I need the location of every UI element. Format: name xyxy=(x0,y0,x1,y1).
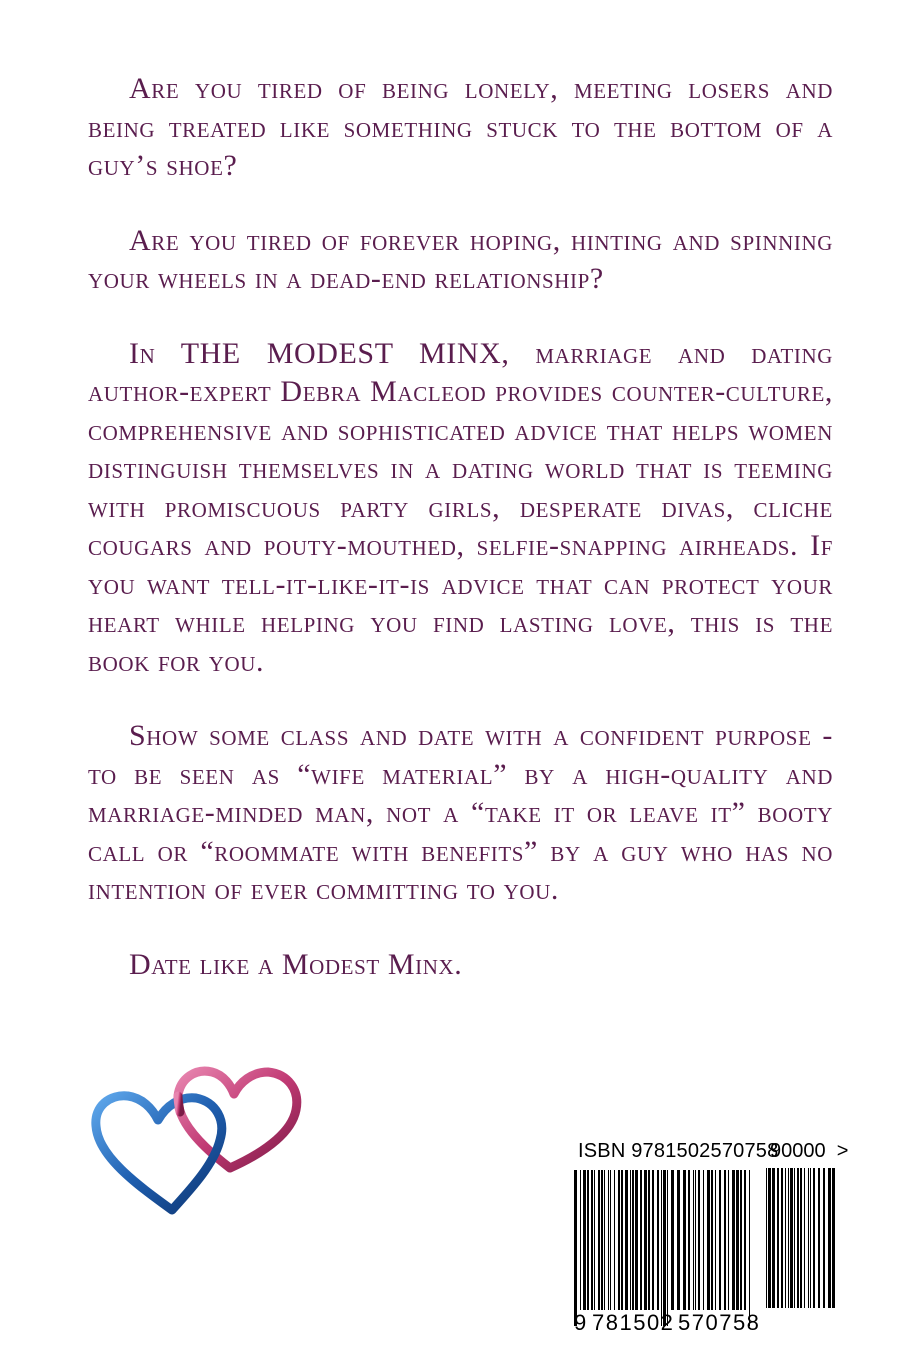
barcode-bar xyxy=(688,1170,690,1310)
barcode-bar xyxy=(621,1170,623,1310)
isbn-barcode xyxy=(574,1170,754,1326)
barcode-bar xyxy=(724,1170,726,1310)
blurb-paragraph-3: In THE MODEST MINX, marriage and dating author-expert Debra Macleod provides counter-culture, comprehensive and sophisticated advice that helps women distinguish themselves in a dating world that is teeming with promiscuous party girls, desperate divas, cliche cougars and pouty-mouthed, selfie-snapping airheads. If you want tell-it-like-it-is advice that can protect your heart while helping you find lasting love, this is the book for you. xyxy=(88,336,833,678)
barcode-bar xyxy=(818,1168,820,1308)
barcode-bar xyxy=(832,1168,835,1308)
barcode-bar xyxy=(632,1170,634,1310)
barcode-bar xyxy=(707,1170,710,1310)
barcode-bar xyxy=(744,1170,746,1310)
interlocking-hearts-icon xyxy=(80,1060,320,1230)
cover-blurb xyxy=(88,70,833,1020)
barcode-bar xyxy=(740,1170,742,1310)
barcode-bar xyxy=(630,1170,631,1310)
barcode-bar xyxy=(648,1170,650,1310)
barcode-bar xyxy=(715,1170,716,1310)
barcode-bar xyxy=(698,1170,700,1310)
barcode-bar xyxy=(683,1170,686,1310)
barcode-bar xyxy=(703,1170,704,1310)
barcode-bar xyxy=(618,1170,620,1310)
barcode-bar xyxy=(667,1170,668,1326)
barcode-bar xyxy=(736,1170,739,1310)
price-addon-barcode xyxy=(766,1168,836,1324)
barcode-bar xyxy=(583,1170,586,1310)
barcode-bar xyxy=(695,1170,696,1310)
barcode-bar xyxy=(797,1168,799,1308)
barcode-bar xyxy=(828,1168,831,1308)
barcode-bar xyxy=(614,1170,615,1310)
isbn-digit-group-1: 781502 xyxy=(592,1310,675,1335)
barcode-bar xyxy=(574,1170,577,1326)
barcode-bar xyxy=(663,1170,666,1326)
barcode-bar xyxy=(677,1170,680,1310)
barcode-bar xyxy=(808,1168,809,1308)
barcode-bar xyxy=(777,1168,779,1308)
blurb-paragraph-5: Date like a Modest Minx. xyxy=(129,947,463,981)
blurb-paragraph-4: Show some class and date with a confident purpose - to be seen as “wife material” by a high-quality and marriage-minded man, not a “take it or leave it” booty call or “roommate with benefits” by a guy who has no intention of ever committing to you. xyxy=(88,719,833,906)
barcode-bar xyxy=(661,1170,662,1326)
barcode-bar xyxy=(591,1170,593,1310)
barcode-bar xyxy=(635,1170,638,1310)
barcode-bar xyxy=(580,1170,581,1310)
barcode-bar xyxy=(604,1170,605,1310)
barcode-bar xyxy=(719,1170,721,1310)
isbn-digit-lead: 9 xyxy=(574,1310,587,1335)
barcode-bar xyxy=(781,1168,783,1308)
blurb-paragraph-2: Are you tired of forever hoping, hinting and spinning your wheels in a dead-end relationship? xyxy=(88,223,833,295)
barcode-bar xyxy=(644,1170,647,1310)
isbn-digit-group-2: 570758 xyxy=(678,1310,761,1335)
barcode-bar xyxy=(625,1170,628,1310)
blurb-paragraph-1: Are you tired of being lonely, meeting losers and being treated like something stuck to the bottom of a guy’s shoe? xyxy=(88,72,833,182)
barcode-bar xyxy=(766,1168,767,1308)
barcode-bar xyxy=(785,1168,786,1308)
barcode-bar xyxy=(693,1170,694,1310)
price-code-label xyxy=(770,1140,848,1163)
barcode-bar xyxy=(749,1170,750,1326)
isbn-label: ISBN 9781502570758 xyxy=(578,1140,779,1162)
barcode-bar xyxy=(610,1170,611,1310)
barcode-bar xyxy=(794,1168,795,1308)
barcode-bar xyxy=(598,1170,600,1310)
price-code: 90000 xyxy=(770,1140,826,1162)
barcode-bar xyxy=(657,1170,659,1310)
barcode-bar xyxy=(594,1170,595,1310)
barcode-bar xyxy=(601,1170,603,1310)
barcode-bar xyxy=(788,1168,789,1308)
barcode-bar xyxy=(813,1168,815,1308)
barcode-bar xyxy=(790,1168,793,1308)
price-marker: > xyxy=(836,1140,849,1162)
barcode-bar xyxy=(671,1170,674,1310)
barcode-bar xyxy=(768,1168,771,1308)
barcode-bar xyxy=(640,1170,642,1310)
barcode-bar xyxy=(652,1170,654,1310)
barcode-bar xyxy=(800,1168,802,1308)
barcode-bar xyxy=(711,1170,713,1310)
barcode-bar xyxy=(732,1170,735,1310)
barcode-bar xyxy=(587,1170,589,1310)
barcode-bar xyxy=(608,1170,609,1310)
barcode-bar xyxy=(810,1168,811,1308)
barcode-bar xyxy=(823,1168,825,1308)
barcode-bar xyxy=(804,1168,805,1308)
barcode-bar xyxy=(728,1170,729,1310)
barcode-bar xyxy=(772,1168,775,1308)
